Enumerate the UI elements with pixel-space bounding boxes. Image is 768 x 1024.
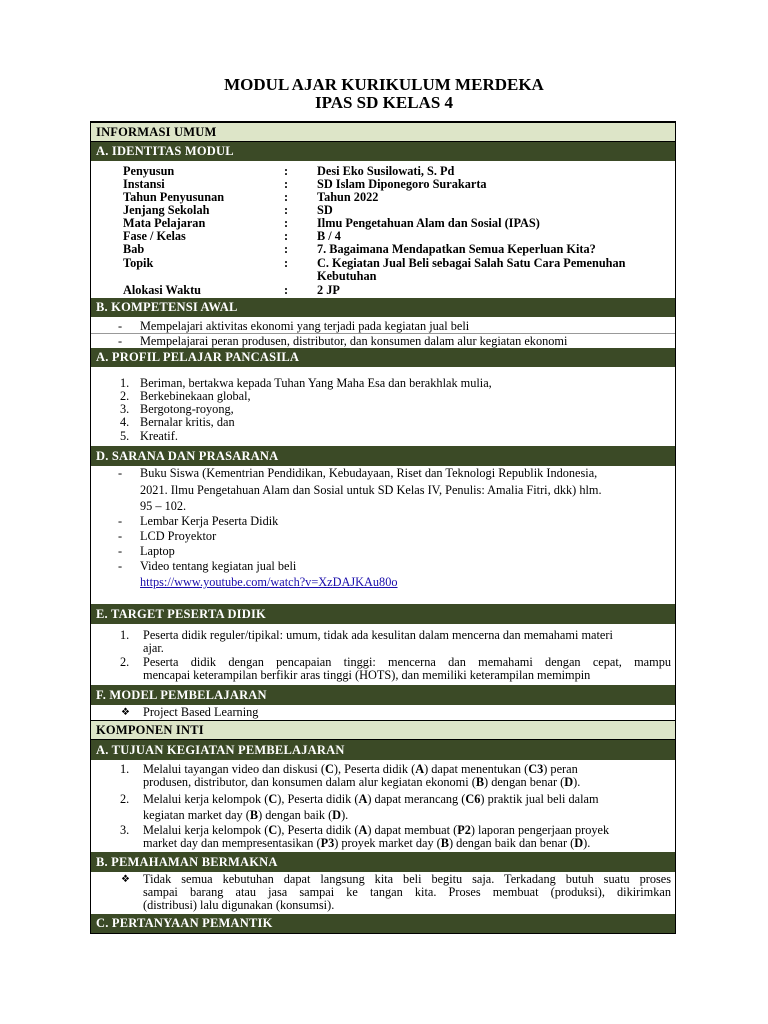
list-number: 1. xyxy=(120,762,130,776)
tujuan-line: Melalui kerja kelompok (C), Peserta didik (A) dapat membuat (P2) laporan pengerjaan proyek xyxy=(143,823,610,837)
diamond-bullet-icon: ❖ xyxy=(121,874,130,885)
bullet-dash: - xyxy=(118,559,123,573)
sarana-item: LCD Proyektor xyxy=(140,529,217,543)
identitas-label: Bab xyxy=(123,242,145,256)
bullet-dash: - xyxy=(118,319,123,333)
list-number: 5. xyxy=(120,429,130,443)
tujuan-line: Melalui tayangan video dan diskusi (C), Peserta didik (A) dapat menentukan (C3) peran xyxy=(143,762,578,776)
list-number: 1. xyxy=(120,628,130,642)
profil-item: Bergotong-royong, xyxy=(140,402,234,416)
profil-item: Berkebinekaan global, xyxy=(140,389,251,403)
identitas-sep: : xyxy=(284,283,289,297)
section-identitas-modul: A. IDENTITAS MODUL xyxy=(91,142,675,161)
identitas-value: SD Islam Diponegoro Surakarta xyxy=(317,177,487,191)
profil-item: Beriman, bertakwa kepada Tuhan Yang Maha Esa dan berakhlak mulia, xyxy=(140,376,492,390)
section-target-peserta: E. TARGET PESERTA DIDIK xyxy=(91,604,675,624)
section-sarana-prasarana: D. SARANA DAN PRASARANA xyxy=(91,446,675,466)
identitas-sep: : xyxy=(284,242,289,256)
target-line: Peserta didik dengan pencapaian tinggi: mencerna dan memahami dengan cepat, mampu xyxy=(143,655,671,669)
section-kompetensi-awal: B. KOMPETENSI AWAL xyxy=(91,298,675,317)
diamond-bullet-icon: ❖ xyxy=(121,707,130,718)
bullet-dash: - xyxy=(118,529,123,543)
sarana-buku-line: 95 – 102. xyxy=(140,499,187,513)
document-title: MODUL AJAR KURIKULUM MERDEKA xyxy=(224,75,544,94)
identitas-label: Fase / Kelas xyxy=(123,229,186,243)
identitas-label: Mata Pelajaran xyxy=(123,216,206,230)
section-komponen-inti: KOMPONEN INTI xyxy=(91,720,675,740)
target-line: ajar. xyxy=(143,641,164,655)
identitas-value: Desi Eko Susilowati, S. Pd xyxy=(317,164,455,178)
sarana-item: Lembar Kerja Peserta Didik xyxy=(140,514,279,528)
identitas-value: SD xyxy=(317,203,333,217)
target-line: Peserta didik reguler/tipikal: umum, tidak ada kesulitan dalam mencerna dan memahami materi xyxy=(143,628,613,642)
section-profil-pelajar: A. PROFIL PELAJAR PANCASILA xyxy=(91,348,675,367)
tujuan-line: produsen, distributor, dan konsumen dalam alur kegiatan ekonomi (B) dengan benar (D). xyxy=(143,775,581,789)
identitas-sep: : xyxy=(284,216,289,230)
identitas-label: Penyusun xyxy=(123,164,175,178)
bullet-dash: - xyxy=(118,544,123,558)
pemahaman-line: (distribusi) lalu digunakan (konsumsi). xyxy=(143,898,335,912)
section-informasi-umum: INFORMASI UMUM xyxy=(91,122,675,142)
sarana-item: Laptop xyxy=(140,544,175,558)
identitas-value: C. Kegiatan Jual Beli sebagai Salah Satu Cara Pemenuhan xyxy=(317,256,626,270)
tujuan-line: kegiatan market day (B) dengan baik (D). xyxy=(143,808,349,822)
identitas-value: Kebutuhan xyxy=(317,269,377,283)
list-number: 2. xyxy=(120,655,130,669)
kompetensi-item: Mempelajari aktivitas ekonomi yang terjadi pada kegiatan jual beli xyxy=(140,319,470,333)
identitas-sep: : xyxy=(284,177,289,191)
identitas-value: Ilmu Pengetahuan Alam dan Sosial (IPAS) xyxy=(317,216,540,230)
list-number: 3. xyxy=(120,823,130,837)
identitas-label: Instansi xyxy=(123,177,165,191)
sarana-item: Video tentang kegiatan jual beli xyxy=(140,559,297,573)
identitas-label: Tahun Penyusunan xyxy=(123,190,225,204)
identitas-sep: : xyxy=(284,256,289,270)
model-item: Project Based Learning xyxy=(143,705,259,719)
youtube-link[interactable]: https://www.youtube.com/watch?v=XzDAJKAu80o xyxy=(140,575,398,589)
document-subtitle: IPAS SD KELAS 4 xyxy=(314,93,454,112)
identitas-value: 7. Bagaimana Mendapatkan Semua Keperluan Kita? xyxy=(317,242,596,256)
identitas-sep: : xyxy=(284,190,289,204)
list-number: 2. xyxy=(120,389,130,403)
pemahaman-line: sampai barang atau jasa sampai ke tangan kita. Proses membuat (produksi), dikirimkan xyxy=(143,885,671,899)
profil-item: Kreatif. xyxy=(140,429,178,443)
section-tujuan-kegiatan: A. TUJUAN KEGIATAN PEMBELAJARAN xyxy=(91,740,675,760)
identitas-value: B / 4 xyxy=(317,229,341,243)
identitas-label: Jenjang Sekolah xyxy=(123,203,210,217)
bullet-dash: - xyxy=(118,334,123,348)
kompetensi-item: Mempelajarai peran produsen, distributor, dan konsumen dalam alur kegiatan ekonomi xyxy=(140,334,568,348)
list-number: 3. xyxy=(120,402,130,416)
section-model-pembelajaran: F. MODEL PEMBELAJARAN xyxy=(91,685,675,705)
identitas-sep: : xyxy=(284,229,289,243)
identitas-label: Topik xyxy=(123,256,154,270)
list-number: 4. xyxy=(120,415,130,429)
identitas-sep: : xyxy=(284,203,289,217)
list-number: 1. xyxy=(120,376,130,390)
identitas-sep: : xyxy=(284,164,289,178)
profil-item: Bernalar kritis, dan xyxy=(140,415,235,429)
section-pertanyaan-pemantik: C. PERTANYAAN PEMANTIK xyxy=(91,914,675,933)
sarana-buku-line: 2021. Ilmu Pengetahuan Alam dan Sosial untuk SD Kelas IV, Penulis: Amalia Fitri, dkk) hlm. xyxy=(140,483,602,497)
sarana-buku-line: Buku Siswa (Kementrian Pendidikan, Kebudayaan, Riset dan Teknologi Republik Indonesia, xyxy=(140,466,598,480)
identitas-value: Tahun 2022 xyxy=(317,190,379,204)
pemahaman-line: Tidak semua kebutuhan dapat langsung kita beli begitu saja. Terkadang butuh suatu proses xyxy=(143,872,671,886)
tujuan-line: market day dan mempresentasikan (P3) proyek market day (B) dengan baik dan benar (D). xyxy=(143,836,591,850)
identitas-value: 2 JP xyxy=(317,283,340,297)
target-line: mencapai keterampilan berfikir aras tinggi (HOTS), dan memiliki keterampilan memimpin xyxy=(143,668,591,682)
section-pemahaman-bermakna: B. PEMAHAMAN BERMAKNA xyxy=(91,852,675,872)
bullet-dash: - xyxy=(118,514,123,528)
identitas-label: Alokasi Waktu xyxy=(123,283,202,297)
tujuan-line: Melalui kerja kelompok (C), Peserta didik (A) dapat merancang (C6) praktik jual beli dalam xyxy=(143,792,599,806)
bullet-dash: - xyxy=(118,466,123,480)
list-number: 2. xyxy=(120,792,130,806)
